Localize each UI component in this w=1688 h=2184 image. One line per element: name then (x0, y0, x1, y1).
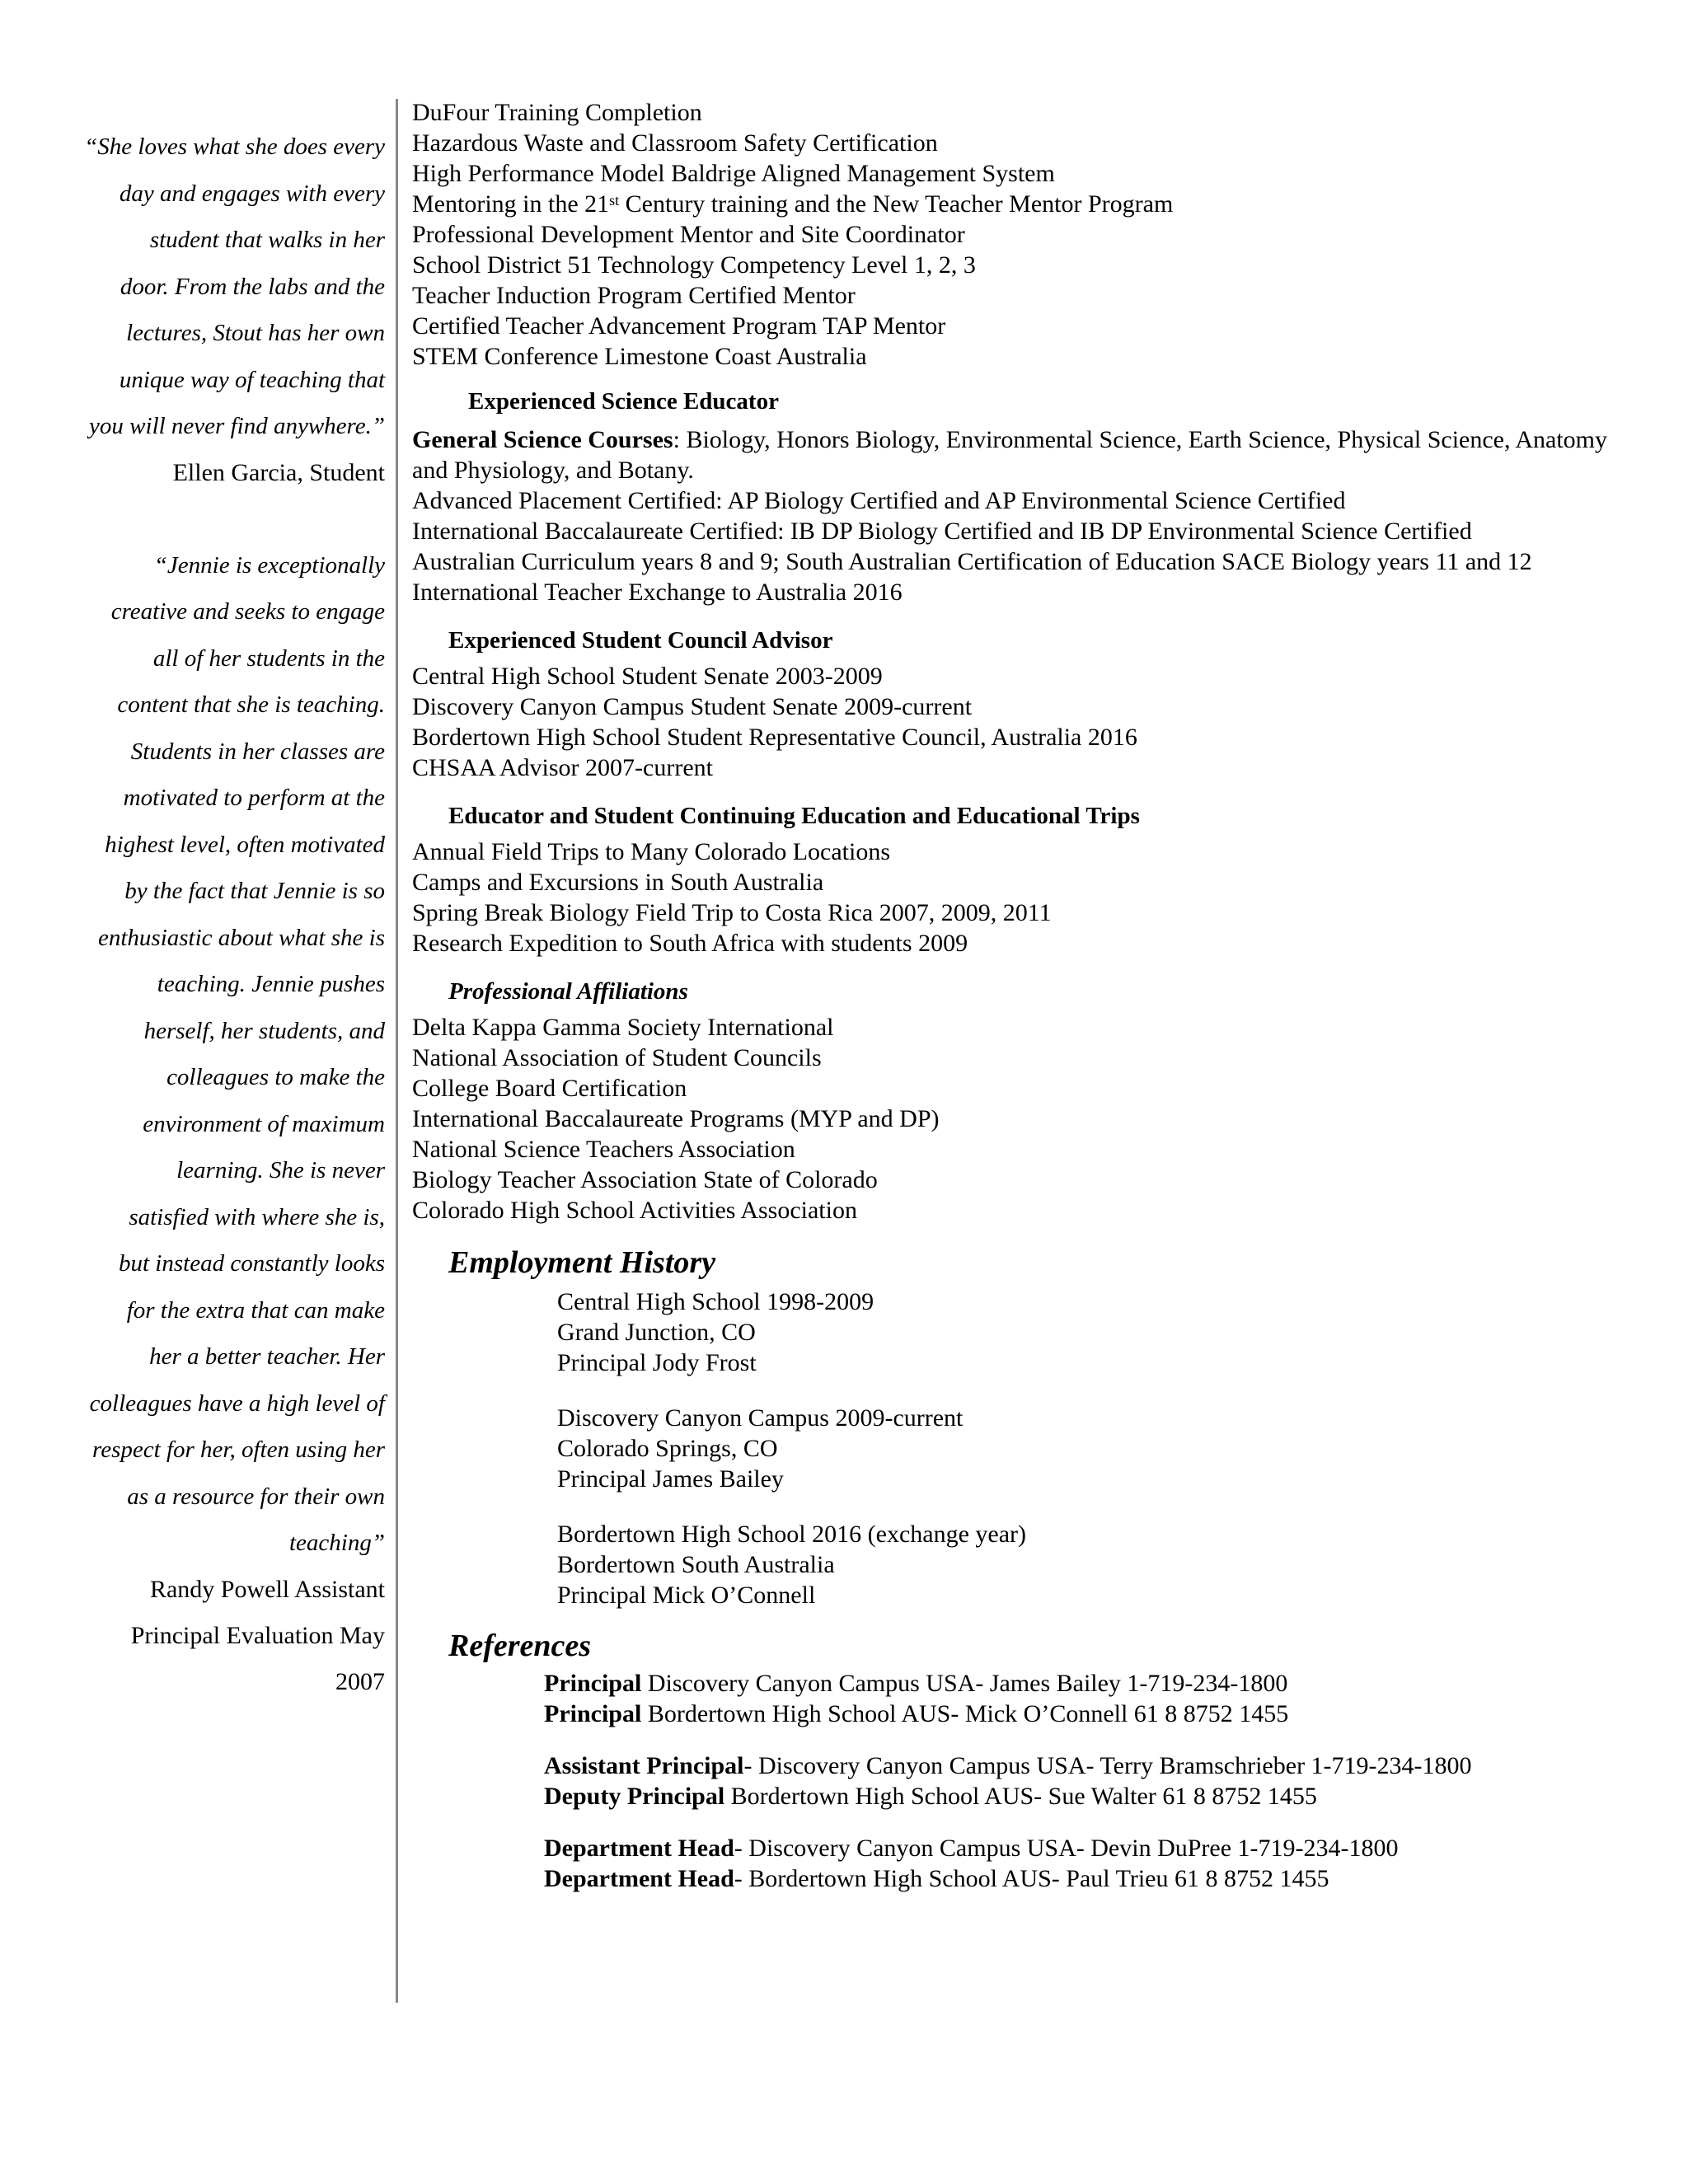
mentoring-text-end: Century training and the New Teacher Mentor Program (619, 190, 1174, 218)
reference-line (544, 1781, 1648, 1811)
list-item: Certified Teacher Advancement Program TAP Mentor (412, 312, 946, 340)
reference-role: Deputy Principal (544, 1783, 725, 1810)
quote-line: day and engages with every (119, 180, 385, 207)
quote-line: student that walks in her (149, 227, 385, 253)
vertical-divider (396, 99, 398, 2003)
affiliations-section (412, 977, 1648, 1226)
certifications-list (412, 97, 1648, 372)
reference-detail: - Discovery Canyon Campus USA- Devin DuPree 1-719-234-1800 (734, 1835, 1399, 1862)
list-item: Discovery Canyon Campus Student Senate 2009-current (412, 693, 973, 720)
educational-trips-section (412, 801, 1648, 958)
quote-line: Students in her classes are (130, 738, 385, 765)
quote-line: as a resource for their own (127, 1483, 385, 1510)
quote-attribution: Randy Powell Assistant (149, 1575, 385, 1603)
reference-detail: - Bordertown High School AUS- Paul Trieu 61 8 8752 1455 (734, 1865, 1329, 1892)
quote-line: learning. She is never (176, 1157, 385, 1183)
quote-line: herself, her students, and (143, 1017, 385, 1044)
list-item: International Teacher Exchange to Australia 2016 (412, 579, 903, 606)
quote-line: content that she is teaching. (117, 691, 385, 718)
quote-line: motivated to perform at the (123, 785, 385, 811)
section-heading: Professional Affiliations (448, 978, 688, 1005)
list-item: DuFour Training Completion (412, 99, 702, 126)
job-principal: Principal James Bailey (557, 1465, 784, 1493)
quote-line: environment of maximum (143, 1110, 385, 1137)
quote-line: satisfied with where she is, (129, 1203, 385, 1230)
quote-line: creative and seeks to engage (110, 598, 385, 625)
quote-line: lectures, Stout has her own (126, 320, 385, 346)
job-school: Bordertown High School 2016 (exchange year) (557, 1521, 1027, 1548)
employment-section (412, 1244, 1648, 1610)
courses-text: : Biology, Honors Biology, Environmental Science, Earth Science, Physical Science, Anatomy and Physiology, and Botany. (412, 426, 1607, 484)
list-item: STEM Conference Limestone Coast Australia (412, 343, 867, 370)
list-item: Hazardous Waste and Classroom Safety Certification (412, 129, 938, 157)
reference-role: Assistant Principal (544, 1752, 744, 1779)
quote-line: but instead constantly looks (119, 1250, 385, 1277)
quote-line: by the fact that Jennie is so (124, 878, 385, 904)
quote-line: all of her students in the (152, 644, 385, 672)
list-item: National Association of Student Councils (412, 1044, 822, 1071)
quote-attribution: Principal Evaluation May (130, 1621, 385, 1649)
quote-line: door. From the labs and the (120, 273, 385, 300)
job-location: Colorado Springs, CO (557, 1435, 778, 1462)
quote-line: “Jennie is exceptionally (153, 551, 385, 579)
testimonial-sidebar (82, 124, 385, 1705)
quote-line: for the extra that can make (126, 1296, 385, 1324)
quote-line: her a better teacher. Her (149, 1343, 385, 1370)
list-item: International Baccalaureate Certified: IB DP Biology Certified and IB DP Environmental Science Certified (412, 518, 1472, 545)
list-item: Advanced Placement Certified: AP Biology Certified and AP Environmental Science Certified (412, 487, 1346, 514)
testimonial-quote-student (82, 124, 385, 496)
reference-role: Principal (544, 1670, 642, 1697)
reference-line (544, 1668, 1648, 1699)
list-item: Colorado High School Activities Association (412, 1197, 857, 1224)
employment-entry (412, 1286, 1648, 1378)
section-heading: Experienced Student Council Advisor (448, 627, 833, 654)
mentoring-text-start: Mentoring in the 21 (412, 190, 610, 218)
courses-paragraph (412, 424, 1615, 485)
resume-main-column (412, 97, 1648, 1894)
list-item: Annual Field Trips to Many Colorado Locations (412, 838, 890, 865)
reference-group (412, 1750, 1648, 1811)
list-item: International Baccalaureate Programs (MYP and DP) (412, 1105, 940, 1132)
quote-line: colleagues have a high level of (89, 1390, 385, 1417)
reference-role: Department Head (544, 1865, 734, 1892)
job-location: Bordertown South Australia (557, 1551, 835, 1578)
references-section (412, 1627, 1648, 1894)
courses-label: General Science Courses (412, 426, 673, 453)
job-location: Grand Junction, CO (557, 1319, 756, 1346)
reference-group (412, 1668, 1648, 1729)
science-educator-section (412, 383, 1648, 607)
job-principal: Principal Mick O’Connell (557, 1582, 816, 1609)
ordinal-suffix: st (609, 192, 620, 209)
list-item (412, 189, 1648, 219)
reference-role: Principal (544, 1700, 642, 1727)
reference-detail: Bordertown High School AUS- Mick O’Connell 61 8 8752 1455 (641, 1700, 1289, 1727)
reference-detail: Discovery Canyon Campus USA- James Bailey 1-719-234-1800 (641, 1670, 1288, 1697)
list-item: High Performance Model Baldrige Aligned Management System (412, 160, 1055, 187)
reference-line (544, 1863, 1648, 1894)
list-item: College Board Certification (412, 1075, 687, 1102)
list-item: Camps and Excursions in South Australia (412, 869, 824, 896)
reference-detail: - Discovery Canyon Campus USA- Terry Bramschrieber 1-719-234-1800 (743, 1752, 1472, 1779)
quote-line: highest level, often motivated (105, 831, 385, 858)
list-item: Central High School Student Senate 2003-2009 (412, 663, 883, 690)
quote-line: teaching” (289, 1530, 385, 1556)
section-heading: Employment History (448, 1245, 716, 1280)
list-item: Research Expedition to South Africa with students 2009 (412, 930, 968, 957)
reference-role: Department Head (544, 1835, 734, 1862)
reference-line (544, 1833, 1648, 1863)
list-item: Australian Curriculum years 8 and 9; South Australian Certification of Education SACE Biology years 11 and 12 (412, 548, 1532, 575)
quote-line: teaching. Jennie pushes (157, 971, 385, 997)
list-item: Professional Development Mentor and Site Coordinator (412, 221, 965, 248)
quote-line: respect for her, often using her (92, 1436, 385, 1463)
list-item: CHSAA Advisor 2007-current (412, 754, 713, 781)
list-item: Spring Break Biology Field Trip to Costa Rica 2007, 2009, 2011 (412, 899, 1052, 926)
job-school: Discovery Canyon Campus 2009-current (557, 1404, 964, 1432)
section-heading: References (448, 1629, 592, 1663)
testimonial-quote-evaluation (82, 542, 385, 1705)
list-item: Bordertown High School Student Representative Council, Australia 2016 (412, 724, 1137, 751)
list-item: National Science Teachers Association (412, 1136, 795, 1163)
employment-entry (412, 1403, 1648, 1494)
list-item: Delta Kappa Gamma Society International (412, 1014, 834, 1041)
section-heading: Experienced Science Educator (468, 388, 779, 415)
reference-line (544, 1699, 1648, 1729)
quote-attribution: Ellen Garcia, Student (172, 458, 385, 486)
employment-entry (412, 1519, 1648, 1610)
reference-line (544, 1750, 1648, 1781)
job-principal: Principal Jody Frost (557, 1349, 757, 1376)
quote-line: “She loves what she does every (84, 134, 385, 160)
list-item: Teacher Induction Program Certified Mentor (412, 282, 856, 309)
quote-line: enthusiastic about what she is (98, 924, 385, 951)
quote-attribution: 2007 (335, 1667, 385, 1695)
quote-line: colleagues to make the (166, 1064, 385, 1090)
list-item: Biology Teacher Association State of Colorado (412, 1166, 878, 1193)
job-school: Central High School 1998-2009 (557, 1288, 874, 1315)
list-item: School District 51 Technology Competency Level 1, 2, 3 (412, 251, 976, 279)
reference-group (412, 1833, 1648, 1894)
reference-detail: Bordertown High School AUS- Sue Walter 61 8 8752 1455 (724, 1783, 1317, 1810)
section-heading: Educator and Student Continuing Education and Educational Trips (448, 803, 1140, 829)
student-council-section (412, 626, 1648, 783)
quote-line: you will never find anywhere.” (89, 413, 385, 439)
quote-line: unique way of teaching that (119, 366, 385, 393)
